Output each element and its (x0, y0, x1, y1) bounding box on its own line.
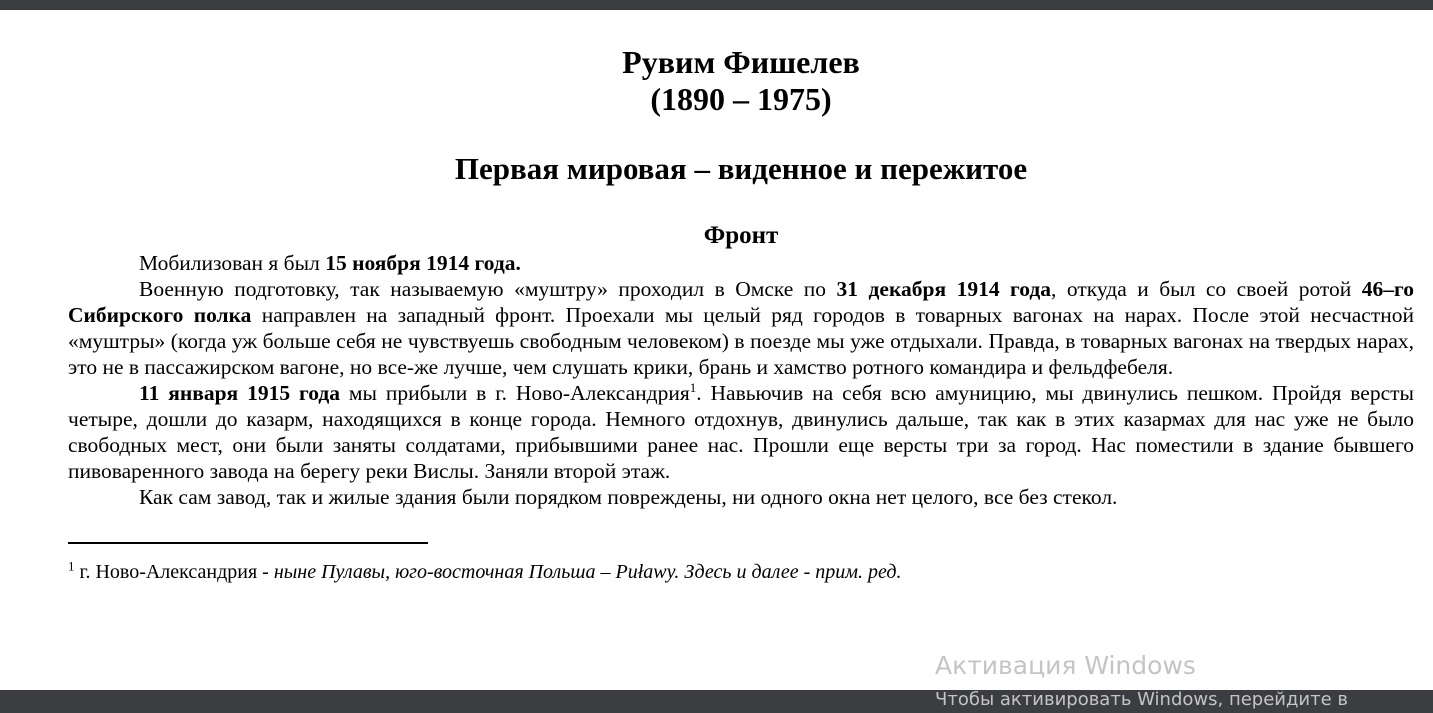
footnote-text: г. Ново-Александрия - (74, 561, 274, 583)
text-run: Мобилизован я был (139, 251, 326, 275)
footnote-divider (68, 542, 428, 544)
text-run: направлен на западный фронт. Проехали мы целый ряд городов в товарных вагонах на нарах. После этой несчастной «муштры» (когда уж больше себя не чувствуешь свободным человеком) в поезде мы уже отдыхали. Правда, в товарных вагонах на твердых нарах, это не в пассажирском вагоне, но все-же лучше, чем слушать крики, брань и хамство ротного командира и фельдфебеля. (68, 303, 1414, 379)
text-run: . Навьючив на себя всю амуницию, мы двинулись пешком. Пройдя версты четыре, дошли до казарм, находящихся в конце города. Немного отдохнув, двинулись дальше, так как в этих казармах для нас уже не было свободных мест, они были заняты солдатами, прибывшими ранее нас. Прошли еще версты три за город. Нас поместили в здание бывшего пивоваренного завода на берегу реки Вислы. Заняли второй этаж. (68, 381, 1414, 483)
text-run: Как сам завод, так и жилые здания были порядком повреждены, ни одного окна нет целого, все без стекол. (139, 485, 1118, 509)
bold-text: 31 декабря 1914 года (836, 277, 1052, 301)
author-years: (1890 – 1975) (650, 81, 832, 117)
watermark-title: Активация Windows (935, 651, 1196, 680)
section-heading: Фронт (703, 222, 779, 249)
author-name: Рувим Фишелев (622, 44, 860, 80)
footnote (68, 560, 1414, 584)
footnote-reference: 1 (689, 379, 697, 395)
paragraph (68, 380, 1414, 484)
footnote-editor-note: прим. ред. (815, 561, 902, 583)
body-text (68, 250, 1414, 510)
text-run: Военную подготовку, так называемую «муштру» проходил в Омске по (139, 277, 837, 301)
document-title: Первая мировая – виденное и пережитое (454, 151, 1028, 186)
footnote-separator: - (798, 561, 816, 583)
text-run: , откуда и был со своей ротой (1051, 277, 1362, 301)
paragraph (68, 484, 1414, 510)
bold-text: 15 ноября 1914 года. (325, 251, 521, 275)
paragraph (68, 250, 1414, 276)
viewer-top-bar (0, 0, 1433, 10)
bold-text: 11 января 1915 года (139, 381, 340, 405)
windows-activation-watermark (935, 650, 1348, 712)
paragraph (68, 276, 1414, 380)
text-run: мы прибыли в г. Ново-Александрия (340, 381, 690, 405)
document-page (0, 10, 1433, 690)
bold-text: 46–го Сибирского полка (68, 277, 1414, 327)
watermark-subtitle: Чтобы активировать Windows, перейдите в (935, 689, 1349, 710)
footnote-marker: 1 (68, 558, 75, 574)
footnote-italic-text: ныне Пулавы, юго-восточная Польша – Puławy. Здесь и далее (273, 561, 799, 583)
